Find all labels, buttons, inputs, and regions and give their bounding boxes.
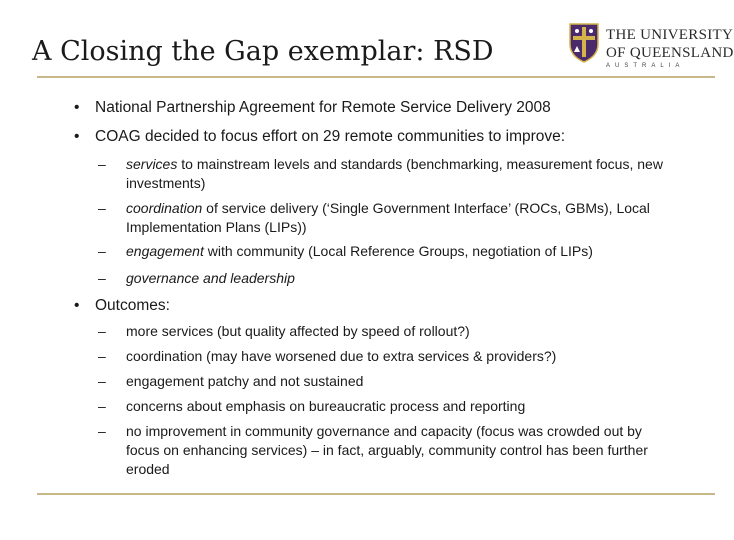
logo-line-2: OF QUEENSLAND: [606, 45, 734, 61]
bullet-3: [74, 296, 170, 315]
improve-item-3-text: with community (Local Reference Groups, negotiation of LIPs): [203, 243, 593, 259]
improve-item-2-text: of service delivery (‘Single Government Interface’ (ROCs, GBMs), Local Implementation Plans (LIPs)): [126, 200, 650, 235]
bullet-2-text: COAG decided to focus effort on 29 remote communities to improve:: [95, 128, 566, 145]
bullet-mark: •: [74, 297, 80, 314]
bullet-mark: •: [74, 99, 80, 116]
outcome-item-3: [98, 372, 671, 391]
footer-divider: [37, 493, 715, 495]
bullet-2: [74, 127, 566, 146]
outcome-item-3-text: engagement patchy and not sustained: [126, 373, 364, 389]
dash-mark: –: [98, 270, 106, 286]
dash-mark: –: [98, 323, 106, 339]
bullet-1-text: National Partnership Agreement for Remote Service Delivery 2008: [95, 99, 551, 116]
outcome-item-2-text: coordination (may have worsened due to extra services & providers?): [126, 348, 557, 364]
dash-mark: –: [98, 423, 106, 439]
improve-item-3: [98, 242, 671, 261]
improve-item-2-lead: coordination: [126, 200, 203, 216]
outcome-item-4-text: concerns about emphasis on bureaucratic process and reporting: [126, 398, 526, 414]
dash-mark: –: [98, 373, 106, 389]
dash-mark: –: [98, 200, 106, 216]
improve-item-1-text: to mainstream levels and standards (benchmarking, measurement focus, new investments): [126, 156, 663, 191]
dash-mark: –: [98, 156, 106, 172]
outcome-item-5: [98, 422, 671, 479]
logo-line-1: THE UNIVERSITY: [606, 27, 734, 43]
improve-item-1: [98, 155, 671, 193]
outcome-item-1-text: more services (but quality affected by speed of rollout?): [126, 323, 470, 339]
outcome-item-2: [98, 347, 671, 366]
improve-item-4-lead: governance and leadership: [126, 270, 295, 286]
outcome-item-5-text: no improvement in community governance and capacity (focus was crowded out by focus on enhancing services) – in fact, arguably, community control has been further eroded: [126, 423, 648, 477]
improve-item-3-lead: engagement: [126, 243, 204, 259]
dash-mark: –: [98, 398, 106, 414]
improve-item-1-lead: services: [126, 156, 178, 172]
improve-item-4: [98, 269, 671, 288]
slide-title: A Closing the Gap exemplar: RSD: [32, 36, 494, 67]
bullet-1: [74, 98, 551, 117]
logo-line-3: AUSTRALIA: [606, 63, 685, 69]
outcome-item-1: [98, 322, 671, 341]
outcome-item-4: [98, 397, 671, 416]
improve-item-2: [98, 199, 671, 237]
dash-mark: –: [98, 243, 106, 259]
bullet-3-text: Outcomes:: [95, 297, 170, 314]
dash-mark: –: [98, 348, 106, 364]
bullet-mark: •: [74, 128, 80, 145]
